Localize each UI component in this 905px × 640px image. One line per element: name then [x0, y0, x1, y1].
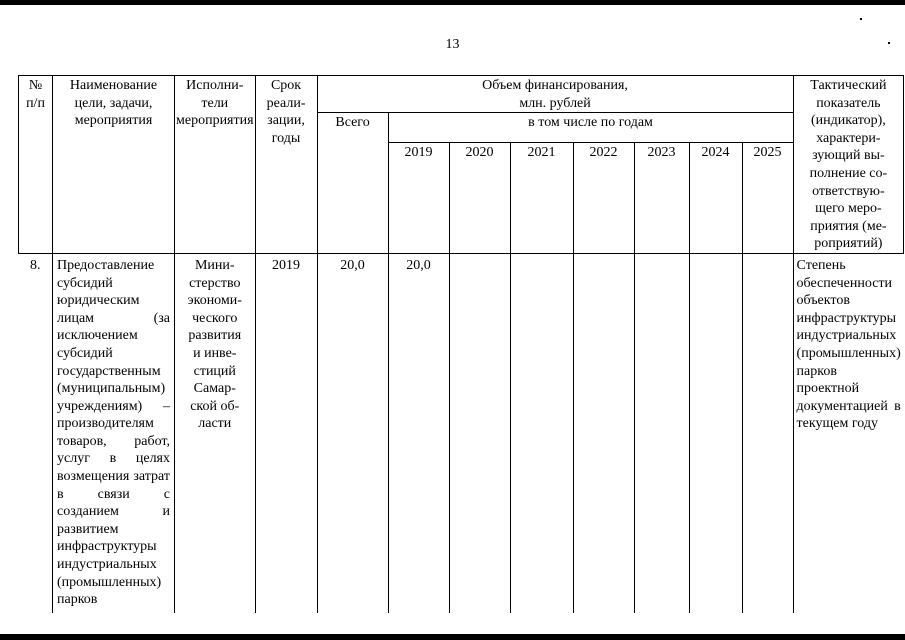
page-number: 13: [445, 37, 460, 52]
row-year-2024: [689, 253, 742, 613]
row-year-2021: [510, 253, 573, 613]
funding-table: [18, 75, 904, 613]
row-term: 2019: [255, 253, 317, 613]
header-year: 2023: [634, 142, 689, 253]
row-year-2022: [573, 253, 634, 613]
row-year-2025: [742, 253, 793, 613]
header-total: Всего: [317, 113, 388, 254]
header-year: 2020: [449, 142, 510, 253]
header-year: 2025: [742, 142, 793, 253]
header-year: 2022: [573, 142, 634, 253]
row-name: Предоставление субсидий юридическим лицам (за исключением субсидий государственным (муниципальным) учреждениям) – производителям товаров, работ, услуг в целях возмещения затрат в связи с созданием и развитием инфраструктуры индустриальных (промышленных) парков: [53, 253, 175, 613]
header-name: Наименование цели, задачи, мероприятия: [53, 76, 175, 254]
header-year: 2024: [689, 142, 742, 253]
header-term: Срок реали- зации, годы: [255, 76, 317, 254]
row-indicator: Степень обеспеченности объектов инфраструктуры индустриальных (промышленных) парков проектной документацией в текущем году: [793, 253, 904, 613]
row-executors: Мини- стерство экономи- ческого развития и инве- стиций Самар- ской об- ласти: [175, 253, 256, 613]
row-year-2020: [449, 253, 510, 613]
scan-speck: [860, 18, 862, 20]
scan-bottom-edge: [0, 634, 905, 640]
header-executors: Исполни- тели мероприятия: [175, 76, 256, 254]
row-year-2023: [634, 253, 689, 613]
header-year: 2019: [388, 142, 449, 253]
header-by-years: в том числе по годам: [388, 113, 793, 143]
scan-top-edge: [0, 0, 905, 5]
header-number: № п/п: [19, 76, 53, 254]
header-funding: Объем финансирования, млн. рублей: [317, 76, 793, 113]
row-year-2019: 20,0: [388, 253, 449, 613]
header-year: 2021: [510, 142, 573, 253]
row-total: 20,0: [317, 253, 388, 613]
row-number: 8.: [19, 253, 53, 613]
header-indicator: Тактический показатель (индикатор), характери- зующий вы- полнение со- ответствую- щего меро- приятия (ме- роприятий): [793, 76, 904, 254]
table-row: [19, 253, 904, 613]
